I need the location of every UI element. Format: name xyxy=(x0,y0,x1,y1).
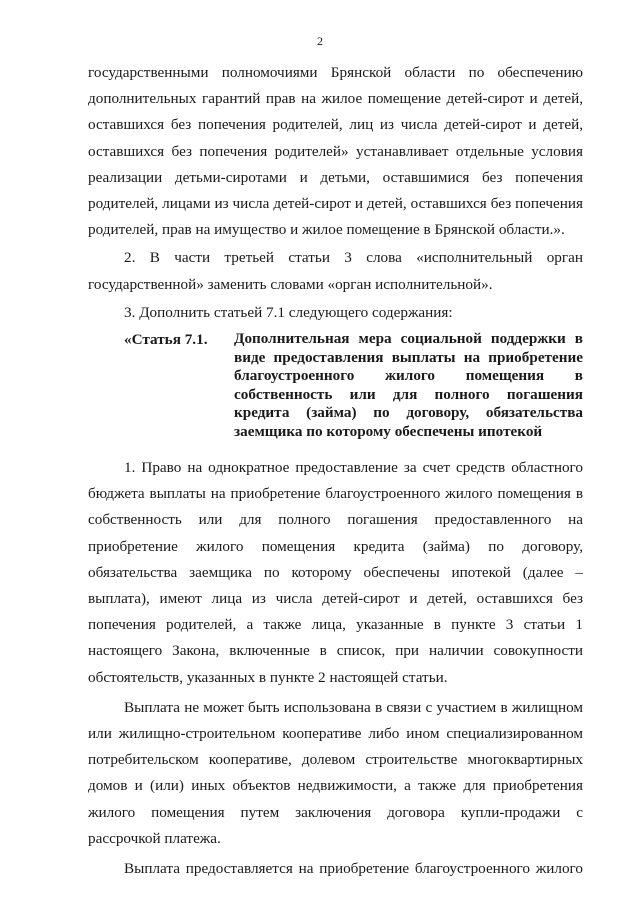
article-point-1: 1. Право на однократное предоставление за счет средств областного бюджета выплаты на приобретение благоустроенного жилого помещения в собственность или для полного погашения предоставленного на приобретение жилого помещения кредита (займа) по договору, обязательства заемщика по которому обеспечены ипотекой (далее – выплата), имеют лица из числа детей-сирот и детей, оставшихся без попечения родителей, а также лица, указанные в пункте 3 статьи 1 настоящего Закона, включенные в список, при наличии совокупности обстоятельств, указанных в пункте 2 настоящей статьи. xyxy=(88,459,583,686)
article-paragraph-restriction: Выплата не может быть использована в связи с участием в жилищном или жилищно-строительном кооперативе либо ином специализированном потребительском кооперативе, долевом строительстве многоквартирных домов и (или) иных объектов недвижимости, а также для приобретения жилого помещения путем заключения договора купли-продажи с рассрочкой платежа. xyxy=(88,698,583,847)
article-paragraph-provision: Выплата предоставляется на приобретение благоустроенного жилого xyxy=(124,860,583,878)
article-heading xyxy=(88,330,583,441)
document-body xyxy=(88,60,583,882)
paragraph-continuation: государственными полномочиями Брянской области по обеспечению дополнительных гарантий прав на жилое помещение детей-сирот и детей, оставшихся без попечения родителей, лиц из числа детей-сирот и детей, оставшихся без попечения родителей» устанавливает отдельные условия реализации детьми-сиротами и детьми, оставшимися без попечения родителей, лицами из числа детей-сирот и детей, оставшихся без попечения родителей, прав на имущество и жилое помещение в Брянской области.». xyxy=(88,64,583,239)
paragraph-item-2: 2. В части третьей статьи 3 слова «исполнительный орган государственной» заменить словами «орган исполнительной». xyxy=(88,249,583,293)
article-title: Дополнительная мера социальной поддержки в виде предоставления выплаты на приобретение благоустроенного жилого помещения в собственность или для полного погашения кредита (займа) по договору, обязательства заемщика по которому обеспечены ипотекой xyxy=(234,330,583,440)
page-number: 2 xyxy=(317,34,323,48)
paragraph-item-3: 3. Дополнить статьей 7.1 следующего содержания: xyxy=(124,303,453,321)
article-label: «Статья 7.1. xyxy=(124,331,208,349)
